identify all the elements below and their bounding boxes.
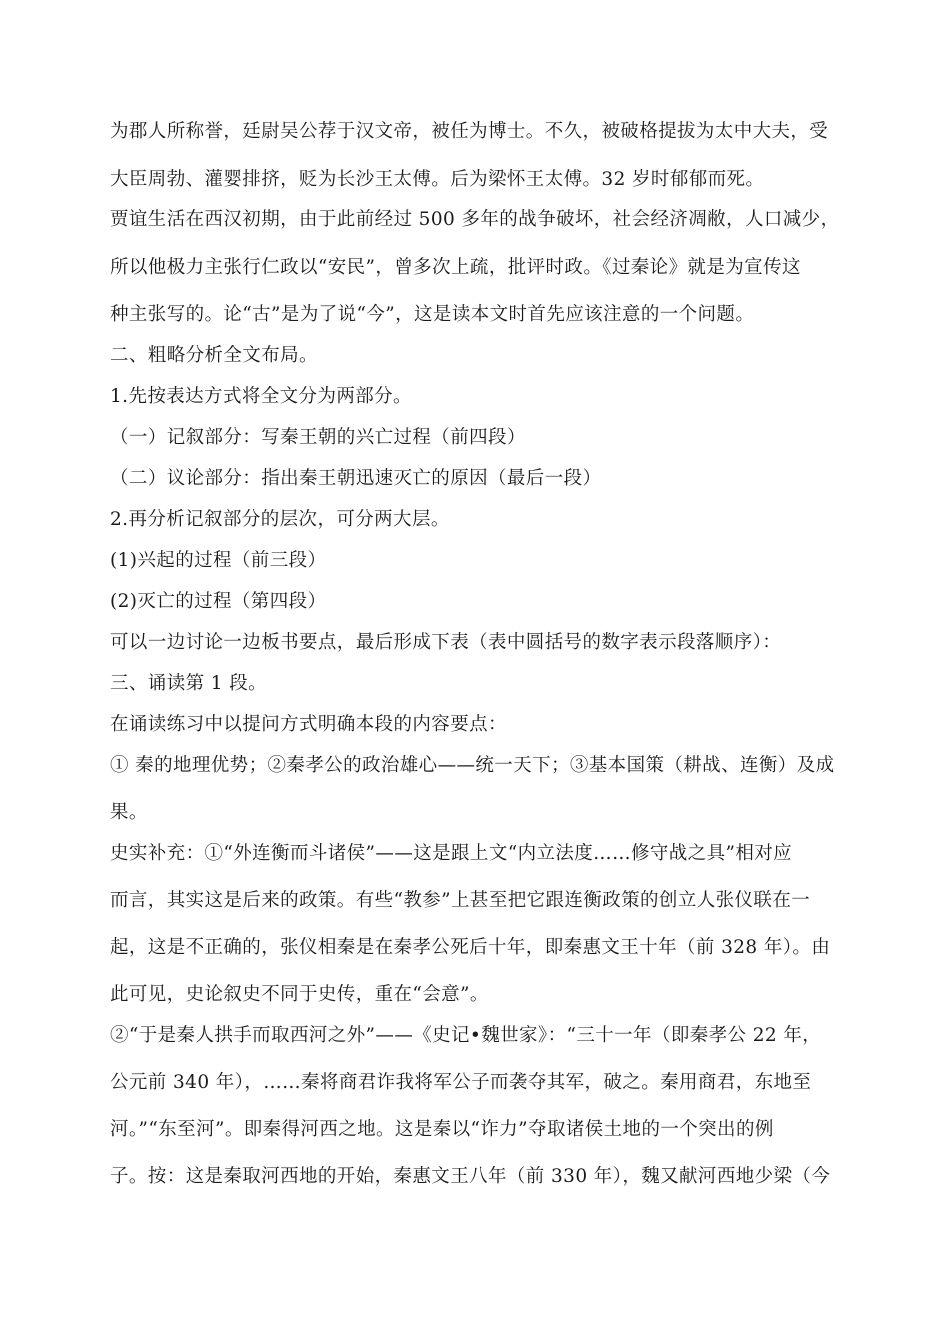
text-line: ① 秦的地理优势；②秦孝公的政治雄心——统一天下；③基本国策（耕战、连衡）及成 [110,755,835,776]
text-line: (2)灭亡的过程（第四段） [110,591,327,612]
section-heading: 三、诵读第 1 段。 [110,673,268,694]
text-line: 所以他极力主张行仁政以“安民”，曾多次上疏，批评时政。《过秦论》就是为宣传这 [110,257,801,278]
text-line: 史实补充：①“外连衡而斗诸侯”——这是跟上文“内立法度……修守战之具”相对应 [110,843,793,864]
section-heading: 二、粗略分析全文布局。 [110,345,318,366]
text-line: 而言，其实这是后来的政策。有些“教参”上甚至把它跟连衡政策的创立人张仪联在一 [110,890,811,911]
text-line: 在诵读练习中以提问方式明确本段的内容要点： [110,714,507,735]
text-line: 贾谊生活在西汉初期，由于此前经过 500 多年的战争破坏，社会经济凋敝，人口减少， [110,209,840,230]
text-line: 子。按：这是秦取河西地的开始，秦惠文王八年（前 330 年），魏又献河西地少梁（今 [110,1166,831,1187]
text-line: 大臣周勃、灌婴排挤，贬为长沙王太傅。后为梁怀王太傅。32 岁时郁郁而死。 [110,169,765,190]
text-line: 此可见，史论叙史不同于史传，重在“会意”。 [110,984,489,1005]
text-line: （二）议论部分：指出秦王朝迅速灭亡的原因（最后一段） [110,468,602,489]
text-line: 河。”“东至河”。即秦得河西之地。这是秦以“诈力”夺取诸侯土地的一个突出的例 [110,1119,774,1140]
text-line: 2.再分析记叙部分的层次，可分两大层。 [110,509,450,530]
text-line: (1)兴起的过程（前三段） [110,550,327,571]
text-line: 起，这是不正确的，张仪相秦是在秦孝公死后十年，即秦惠文王十年（前 328 年）。由 [110,937,831,958]
text-line: 1.先按表达方式将全文分为两部分。 [110,386,412,407]
text-line: 种主张写的。论“古”是为了说“今”，这是读本文时首先应该注意的一个问题。 [110,304,755,325]
text-line: 公元前 340 年），……秦将商君诈我将军公子而袭夺其军，破之。秦用商君，东地至 [110,1072,812,1093]
text-line: 可以一边讨论一边板书要点，最后形成下表（表中圆括号的数字表示段落顺序）： [110,632,782,653]
text-line: 为郡人所称誉，廷尉吴公荐于汉文帝，被任为博士。不久，被破格提拔为太中大夫，受 [110,121,829,142]
text-line: ②“于是秦人拱手而取西河之外”——《史记•魏世家》：“三十一年（即秦孝公 22 年， [110,1025,822,1046]
text-line: 果。 [110,802,148,823]
text-line: （一）记叙部分：写秦王朝的兴亡过程（前四段） [110,427,526,448]
